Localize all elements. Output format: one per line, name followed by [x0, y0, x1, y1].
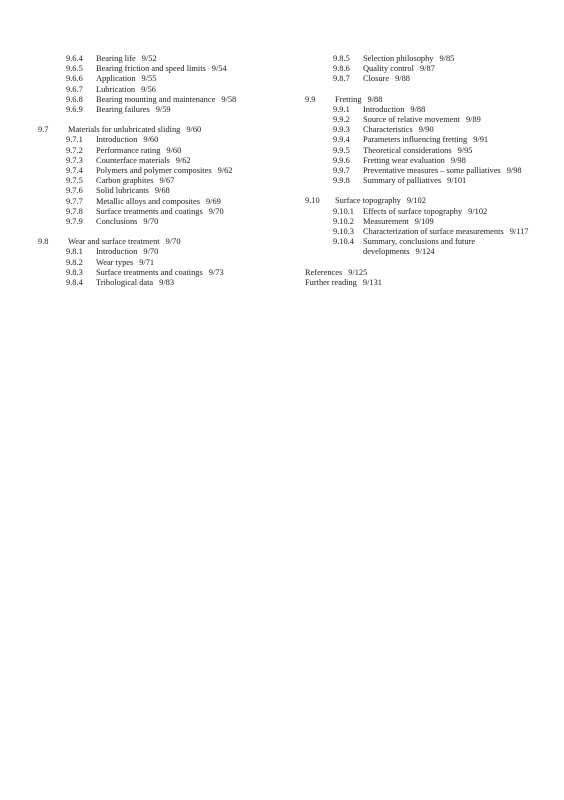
toc-left-column	[38, 54, 288, 298]
toc-entry-9-7-8[interactable]	[38, 207, 288, 217]
entry-page: 9/68	[154, 186, 170, 196]
toc-right-column	[305, 54, 560, 298]
section-heading[interactable]	[305, 95, 560, 105]
entry-title: Lubrication	[96, 84, 136, 94]
entry-number: 9.10.4	[333, 237, 354, 247]
entry-number: 9.7.9	[66, 217, 83, 227]
entry-title: Tribological data	[96, 278, 154, 288]
entry-number: 9.8.3	[66, 267, 83, 277]
entry-number: 9.7.4	[66, 166, 83, 176]
entry-number: 9.6.7	[66, 84, 83, 94]
entry-title: Introduction	[96, 247, 138, 257]
entry-page: 9/56	[141, 84, 156, 94]
toc-entry-9-9-3[interactable]	[305, 125, 560, 135]
entry-page: 9/102	[468, 206, 488, 216]
entry-title: References	[305, 267, 343, 277]
entry-number: 9.7.7	[66, 196, 83, 206]
toc-entry-9-8-6[interactable]	[305, 64, 560, 74]
entry-number: 9.8.5	[333, 54, 350, 63]
entry-title: Metallic alloys and composites	[96, 196, 200, 206]
entry-page: 9/85	[439, 54, 455, 63]
toc-entry-9-7-2[interactable]	[38, 146, 288, 156]
section-title: Surface topography	[335, 196, 401, 206]
entry-number: 9.9.3	[333, 125, 350, 135]
entry-title: Measurement	[363, 216, 409, 226]
orphan-subsections	[38, 54, 288, 115]
entry-number: 9.7.6	[66, 186, 83, 196]
toc-entry-further-reading[interactable]	[305, 278, 560, 288]
section-page: 9/88	[367, 94, 383, 104]
entry-number: 9.8.4	[66, 278, 83, 288]
entry-number: 9.8.7	[333, 74, 350, 84]
entry-page: 9/52	[141, 54, 157, 63]
entry-page: 9/83	[159, 278, 175, 288]
entry-title: Bearing failures	[96, 105, 150, 115]
entry-page: 9/90	[418, 125, 434, 135]
toc-section-9-10	[305, 196, 560, 257]
entry-page: 9/98	[506, 166, 522, 176]
toc-entry-9-9-1[interactable]	[305, 105, 560, 115]
entry-page: 9/88	[395, 74, 410, 84]
section-heading[interactable]	[38, 125, 288, 135]
entry-title: Introduction	[96, 135, 138, 145]
entry-number: 9.9.7	[333, 166, 350, 176]
entry-number: 9.8.2	[66, 257, 83, 267]
entry-page: 9/70	[143, 247, 159, 257]
entry-title: Surface treatments and coatings	[96, 267, 203, 277]
entry-page: 9/124	[415, 247, 435, 257]
entry-page: 9/54	[211, 64, 227, 74]
entry-title: Selection philosophy	[363, 54, 434, 63]
entry-page: 9/58	[221, 94, 237, 104]
section-page: 9/60	[186, 125, 202, 135]
entry-title: Source of relative movement	[363, 115, 460, 125]
toc-entry-9-6-4[interactable]	[38, 54, 288, 64]
entry-title: Characterization of surface measurements	[363, 227, 504, 237]
entry-title: Conclusions	[96, 217, 138, 227]
entry-page: 9/95	[457, 145, 473, 155]
entry-title: Carbon graphites	[96, 176, 154, 186]
entry-page: 9/55	[141, 74, 157, 84]
entry-title: Quality control	[363, 64, 414, 74]
entry-number: 9.9.1	[333, 104, 350, 114]
entry-page: 9/62	[175, 155, 191, 165]
toc-entry-9-9-6[interactable]	[305, 156, 560, 166]
entry-number: 9.10.3	[333, 227, 354, 237]
toc-entry-9-7-1[interactable]	[38, 135, 288, 145]
section-title: Fretting	[335, 94, 362, 104]
entry-title: Introduction	[363, 104, 405, 114]
entry-number: 9.6.9	[66, 105, 83, 115]
entry-page: 9/69	[205, 196, 221, 206]
entry-page: 9/60	[143, 135, 159, 145]
toc-entry-9-9-8[interactable]	[305, 176, 560, 186]
toc-entry-9-10-3[interactable]	[305, 227, 560, 237]
toc-section-9-7	[38, 125, 288, 227]
entry-title: Preventative measures – some palliatives	[363, 166, 501, 176]
toc-entry-9-10-1[interactable]	[305, 207, 560, 217]
toc-section-9-9	[305, 95, 560, 187]
section-heading[interactable]	[305, 196, 560, 206]
entry-title: Summary of palliatives	[363, 176, 442, 186]
entry-number: 9.6.5	[66, 64, 83, 74]
toc-entry-9-10-2[interactable]	[305, 217, 560, 227]
toc-entry-9-6-7[interactable]	[38, 85, 288, 95]
section-number: 9.8	[38, 237, 49, 247]
toc-entry-9-9-4[interactable]	[305, 135, 560, 145]
entry-title: Application	[96, 74, 136, 84]
entry-page: 9/67	[159, 176, 175, 186]
entry-page: 9/91	[473, 135, 489, 145]
entry-number: 9.8.6	[333, 64, 350, 74]
toc-entry-9-8-7[interactable]	[305, 74, 560, 84]
entry-page: 9/101	[447, 176, 467, 186]
entry-title: Bearing mounting and maintenance	[96, 94, 216, 104]
entry-page: 9/60	[166, 145, 182, 155]
entry-page: 9/70	[208, 206, 224, 216]
entry-title: Theoretical considerations	[363, 145, 452, 155]
entry-page: 9/87	[419, 64, 435, 74]
entry-number: 9.9.2	[333, 115, 350, 125]
orphan-subsections	[305, 54, 560, 85]
toc-entry-9-6-6[interactable]	[38, 74, 288, 84]
entry-number: 9.7.3	[66, 155, 83, 165]
entry-title: Performance rating	[96, 145, 161, 155]
toc-entry-9-7-4[interactable]	[38, 166, 288, 176]
entry-title: Closure	[363, 74, 390, 84]
toc-entry-9-10-4[interactable]	[305, 237, 560, 257]
toc-entry-9-6-9[interactable]	[38, 105, 288, 115]
toc-entry-9-8-5[interactable]	[305, 54, 560, 64]
entry-title: Polymers and polymer composites	[96, 166, 212, 176]
toc-entry-9-8-2[interactable]	[38, 258, 288, 268]
toc-entry-9-7-9[interactable]	[38, 217, 288, 227]
entry-page: 9/117	[509, 227, 529, 237]
entry-number: 9.7.2	[66, 145, 83, 155]
entry-page: 9/70	[143, 217, 159, 227]
toc-entry-9-7-5[interactable]	[38, 176, 288, 186]
entry-page: 9/89	[465, 115, 481, 125]
toc-entry-9-9-7[interactable]	[305, 166, 560, 176]
toc-entry-references[interactable]	[305, 268, 560, 278]
entry-title: Effects of surface topography	[363, 206, 463, 216]
entry-page: 9/73	[208, 267, 224, 277]
entry-number: 9.7.5	[66, 176, 83, 186]
entry-title: Bearing friction and speed limits	[96, 64, 206, 74]
entry-title: Further reading	[305, 277, 357, 287]
entry-number: 9.8.1	[66, 247, 83, 257]
section-heading[interactable]	[38, 237, 288, 247]
entry-page: 9/62	[217, 166, 233, 176]
section-page: 9/70	[165, 237, 181, 247]
entry-title: Wear types	[96, 257, 134, 267]
entry-number: 9.6.8	[66, 94, 83, 104]
entry-number: 9.6.6	[66, 74, 83, 84]
entry-number: 9.9.4	[333, 135, 350, 145]
entry-title: Parameters influencing fretting	[363, 135, 468, 145]
entry-page: 9/131	[362, 277, 382, 287]
toc-entry-9-6-8[interactable]	[38, 95, 288, 105]
entry-number: 9.10.1	[333, 206, 354, 216]
entry-title: Fretting wear evaluation	[363, 155, 445, 165]
entry-title: Counterface materials	[96, 155, 170, 165]
section-number: 9.7	[38, 125, 49, 135]
section-title: Wear and surface treatment	[68, 237, 160, 247]
section-page: 9/102	[406, 196, 426, 206]
entry-page: 9/88	[410, 104, 426, 114]
entry-number: 9.7.1	[66, 135, 83, 145]
toc-backmatter	[305, 268, 560, 288]
entry-page: 9/109	[414, 216, 434, 226]
toc-entry-9-8-3[interactable]	[38, 268, 288, 278]
toc-section-9-8	[38, 237, 288, 288]
entry-number: 9.9.5	[333, 145, 350, 155]
toc-entry-9-7-6[interactable]	[38, 186, 288, 196]
entry-title: Bearing life	[96, 54, 136, 63]
entry-page: 9/125	[348, 267, 368, 277]
entry-title: Solid lubricants	[96, 186, 149, 196]
toc-entry-9-7-3[interactable]	[38, 156, 288, 166]
entry-page: 9/98	[450, 155, 466, 165]
entry-title: Surface treatments and coatings	[96, 206, 203, 216]
entry-page: 9/71	[139, 257, 155, 267]
toc-entry-9-7-7[interactable]	[38, 197, 288, 207]
entry-number: 9.7.8	[66, 206, 83, 216]
toc-entry-9-8-1[interactable]	[38, 247, 288, 257]
toc-entry-9-6-5[interactable]	[38, 64, 288, 74]
entry-title: Summary, conclusions and future	[363, 237, 476, 247]
toc-entry-9-9-2[interactable]	[305, 115, 560, 125]
toc-entry-9-8-4[interactable]	[38, 278, 288, 288]
entry-number: 9.6.4	[66, 54, 83, 63]
section-title: Materials for unlubricated sliding	[68, 125, 181, 135]
entry-page: 9/59	[155, 105, 171, 115]
entry-title-continuation: developments	[363, 247, 410, 257]
entry-number: 9.9.6	[333, 155, 350, 165]
toc-entry-9-9-5[interactable]	[305, 146, 560, 156]
entry-title: Characteristics	[363, 125, 413, 135]
entry-number: 9.9.8	[333, 176, 350, 186]
section-number: 9.10	[305, 196, 320, 206]
entry-number: 9.10.2	[333, 216, 354, 226]
section-number: 9.9	[305, 94, 316, 104]
